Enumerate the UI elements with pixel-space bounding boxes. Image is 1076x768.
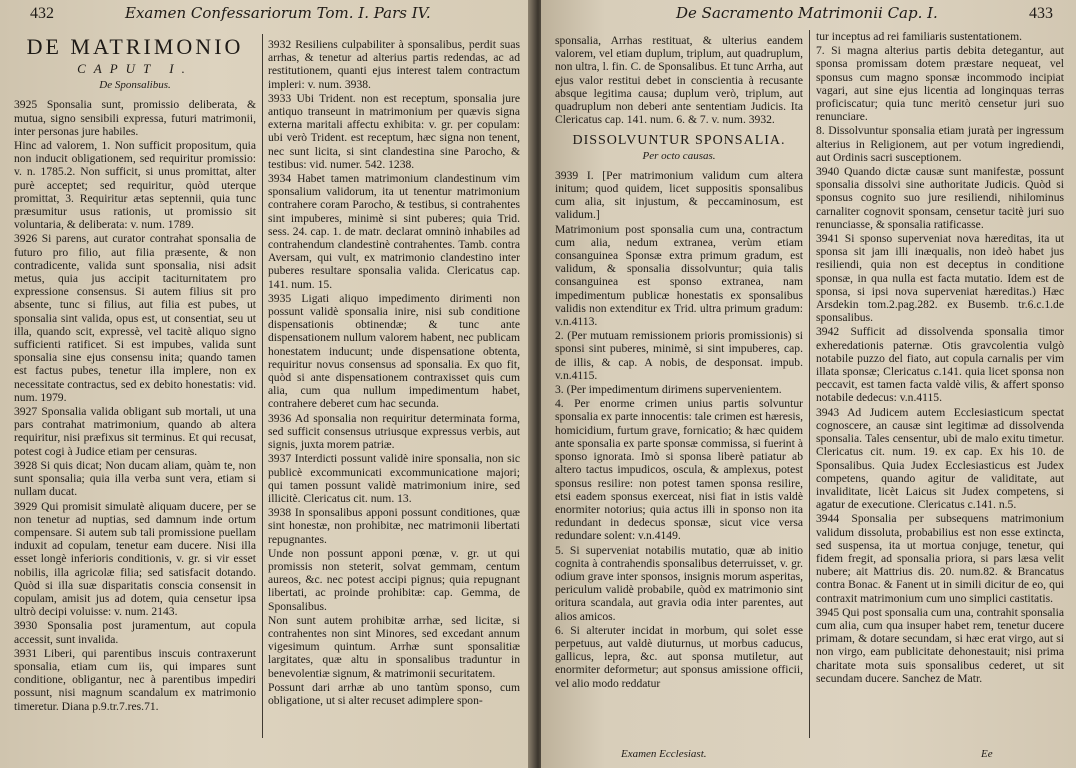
paragraph: 3. (Per impedimentum dirimens supervenientem. [555, 383, 782, 397]
paragraph: 3940 Quando dictæ causæ sunt manifestæ, possunt sponsalia dissolvi sine authoritate Judicis. Quòd si sponsus cognito suo jure resiliendi, nihilominus carnaliter cognovit sponsam, censetur tacitè juri suo renunciasse, & sponsalia ratificasse. [816, 165, 1064, 231]
paragraph: 7. Si magna alterius partis debita detegantur, aut sponsa promissam dotem præstare nequeat, vel sponsus cum magno sponsæ incommodo incipiat vagari, aut sine ejus licentia ad longinquas terras proficiscatur; quia tunc meritò censetur juri suo renunciare. [816, 44, 1064, 124]
paragraph: Hinc ad valorem, 1. Non sufficit propositum, quia non inducit obligationem, sed requiritur promissio: v. n. 1785.2. Non sufficit, si unus promittat, alter purè acceptet; sed requiritur, quòd uterque promittat, 3. Requiritur ætas septennii, quia tunc præsumitur usus rationis, ut promissio sit voluntaria, & deliberata: v. num. 1789. [14, 139, 256, 232]
paragraph: 3925 Sponsalia sunt, promissio deliberata, & mutua, signo sensibili expressa, futuri matrimonii, inter personas jure habiles. [14, 98, 256, 138]
column-rule [262, 34, 263, 738]
right-page-number: 433 [1029, 5, 1053, 22]
left-page-number: 432 [30, 5, 54, 22]
paragraph: 3934 Habet tamen matrimonium clandestinum vim sponsalium validorum, ita ut tenentur matrimonium contrahere coram Parocho, & testibus, si contrahentes sint impuberes, minimè si sint puberes; quia Trid. sess. 24. cap. 1. de matr. declarat omninò inhabiles ad contrahendum clandestinè contrahentes. Tamb. contra Aversam, qui vult, ex matrimonio clandestino inter puberes resultare sponsalia valida. Clericatus cap. 141. num. 15. [268, 172, 520, 291]
paragraph: sponsalia, Arrhas restituat, & ulterius eandem valorem, vel etiam duplum, triplum, aut quadruplum, non ultra, l. fin. C. de Sponsalibus. Et tunc Arrha, aut ejus valor restitui debet in conscientia à recusante absque legitima causa; duplum verò, triplum, aut quadruplum non deberi ante sententiam Judicis. Ita Clericatus cap. 141. num. 6. & 7. v. num. 3932. [555, 34, 803, 127]
paragraph: 3930 Sponsalia post juramentum, aut copula accessit, sunt invalida. [14, 619, 256, 646]
paragraph: Possunt dari arrhæ ab uno tantùm sponso, cum obligatione, ut si alter recuset adimplere spon- [268, 680, 520, 707]
paragraph: 5. Si superveniat notabilis mutatio, quæ ab initio cognita à contrahendis sponsalibus deterruisset, v. gr. odium grave inter sponsos, insignis morum asperitas, periculum validè probabile, quòd ex matrimonio sint oritura scandala, aut gravia odia inter parentes, aut alios amicos. [555, 543, 803, 623]
paragraph: Unde non possunt apponi pœnæ, v. gr. ut qui promissis non steterit, solvat gemmam, centum aureos, &c. nec potest accipi pignus; quia repugnant libertati, ac proinde prohibitæ: cap. Gemma, de Sponsalibus. [268, 546, 520, 613]
paragraph: 3943 Ad Judicem autem Ecclesiasticum spectat cognoscere, an causæ sint legitimæ ad dissolvenda sponsalia. Tales censentur, ubi de malo exitu timetur. Clericatus cit. num. 19. ex cap. Ex his 10. de Sponsalibus. Quia Judex Ecclesiasticus est Judex competens, quando agitur de validitate, aut invaliditate, licèt Laicus sit Judex competens, si agatur de executione. Clericatus c.141. n.5. [816, 405, 1064, 512]
right-col2-paragraphs [816, 30, 1064, 685]
column-rule-right [809, 30, 810, 738]
left-col1-paragraphs [14, 98, 256, 712]
paragraph: 3939 I. [Per matrimonium validum cum altera initum; quod quidem, licet suppositis sponsalibus cum alia, sit injustum, & peccaminosum, est validum.] [555, 168, 803, 222]
paragraph: 8. Dissolvuntur sponsalia etiam juratà per ingressum alterius in Religionem, aut per votum ingrediendi, aut Ordinis sacri susceptionem. [816, 124, 1064, 164]
paragraph: Non sunt autem prohibitæ arrhæ, sed licitæ, si contrahentes non sint Minores, sed excedant annum vigesimum quintum. Arrhæ sunt sponsalitiæ largitates, quæ altu in sponsalibus traduntur in benevolentiæ signum, & matrimonii securitatem. [268, 613, 520, 680]
paragraph: 3936 Ad sponsalia non requiritur determinata forma, sed sufficit consensus utriusque expressus verbis, aut signis, juxta morem patriæ. [268, 411, 520, 452]
paragraph: 3938 In sponsalibus apponi possunt conditiones, quæ sint honestæ, non prohibitæ, nec matrimonii libertati repugnantes. [268, 506, 520, 546]
left-running-head: Examen Confessariorum Tom. I. Pars IV. [125, 4, 431, 22]
paragraph: 3928 Si quis dicat; Non ducam aliam, quàm te, non sunt sponsalia; quia illa verba sunt vera, etiam si nullam ducat. [14, 458, 256, 499]
paragraph: 3932 Resiliens culpabiliter à sponsalibus, perdit suas arrhas, & tenetur ad alterius partis redendas, ac ad restitutionem, quanti ejus interest talem contractum impleri: v. num. 3938. [268, 38, 520, 91]
right-column-2 [816, 30, 1064, 746]
paragraph: tur inceptus ad rei familiaris sustentationem. [816, 30, 1023, 43]
catchword: Ee [981, 748, 993, 760]
left-col2-paragraphs [268, 38, 520, 707]
section-subtitle: Per octo causas. [642, 149, 716, 162]
right-col1-paragraphs [555, 169, 803, 690]
left-column-1 [14, 30, 256, 756]
right-column-1 [555, 34, 803, 732]
chapter-number: CAPUT I. [77, 61, 193, 76]
paragraph: 3926 Si parens, aut curator contrahat sponsalia de futuro pro filio, aut filia præsente, & non contradicente, valida sunt sponsalia, nisi adsit metus, quia jus accipit taciturnitatem pro expressione consensus. Si autem filius sit pro absente, tunc si filius, aut filia est pubes, ut sponsalia sint valida, opus est, ut consentiat, seu ut illa, quando scit, expressè, vel tacitè aliquo signo sufficienti ratificet. Si est impubes, valida sunt sponsalia sine ejus consensu inita; quando tamen est factus pubes, tenetur illa implere, non ex necessitate contractus, sed ex debito honestatis: vid. num. 1979. [14, 232, 256, 404]
paragraph: 3942 Sufficit ad dissolvenda sponsalia timor exheredationis paternæ. Otis gravcolentia vulgò notabile puzzo del fiato, aut copula carnalis per vim illata sponsæ; Clericatus c.141. quia licet sponsa non peccavit, est tamen facta valdè vilis, & affert sponso notabile dedecus: v.n.4115. [816, 325, 1064, 405]
paragraph: 6. Si alteruter incidat in morbum, qui solet esse perpetuus, aut valdè diuturnus, ut morbus caducus, gallicus, lepra, &c. aut sponsa mutiletur, aut enormiter deformetur; aut sponsus amissione officii, vel alio modo reddatur [555, 623, 803, 690]
paragraph: 3935 Ligati aliquo impedimento dirimenti non possunt validè sponsalia inire, nisi sub conditione dispensationis obtinendæ; & tunc ante dispensationem nullum valorem habent, nec publicam honestatem inducunt; unde dispensatione obtenta, requiritur novus consensus ad sponsalia. Ex quo fit, quòd si ante dispensationem contraxisset quis cum alia, cum qua nullum impedimentum habet, contrahere deberet cum hac secunda. [268, 291, 520, 411]
paragraph: 3933 Ubi Trident. non est receptum, sponsalia jure antiquo transeunt in matrimonium per quævis signa externa maritali affectu exhibita: v. gr. per copulam: ubi verò Trident. est receptum, hæc signa non tenent, nec sunt licita, si sint clandestina sine Parocho, & testibus: vid. numer. 542. 1238. [268, 91, 520, 171]
paragraph: 3941 Si sponso superveniat nova hæreditas, ita ut sponsa sit jam illi inæqualis, non ideò habet jus resiliendi, quia non est deceptus in conditione sponsæ, in qua nulla est facta mutatio. Idem est de sponsa, si ipsi nova superveniat hæreditas.) Hæc Arsdekin tom.2.pag.282. ex Busemb. tr.6.c.1.de sponsalibus. [816, 232, 1064, 325]
paragraph: 3929 Qui promisit simulatè aliquam ducere, per se non tenetur ad nuptias, sed damnum inde ortum compensare. Si autem sub tali promissione puellam induxit ad copulam, tenetur eam ducere. Nisi illa esset longè inferioris conditionis, v. gr. si vir esset nobilis, illa agricolæ filia; sed satisfacit dotando. Quòd si illa suæ disparitatis conscia consensit in copulam, amisit jus ad dotem, quia censetur ipsa ultrò decipi voluisse: v. num. 2143. [14, 499, 256, 619]
paragraph: 4. Per enorme crimen unius partis solvuntur sponsalia ex parte innocentis: tale crimen est hæresis, homicidium, furtum grave, fornicatio; & hæc quidem ante sponsalia ex parte sponsæ commissa, si fuerint à sponso ignorata. Imò si sponsa liberè patiatur ab altero tactus impudicos, oscula, & amplexus, potest sponsus resilire: non potest tamen sponsa resilire, etsi eadem sponsus exerceat, nisi fiat in istis valdè enormiter notorius; quia actus illi in sponso non ita redundant in dedecus sponsæ, sicut vice versa redundare solent: v.n.4149. [555, 397, 803, 543]
right-running-head: De Sacramento Matrimonii Cap. I. [676, 4, 938, 22]
left-page [0, 0, 535, 768]
chapter-subtitle: De Sponsalibus. [99, 79, 171, 92]
paragraph: 3927 Sponsalia valida obligant sub mortali, ut una pars contrahat matrimonium, quando ab altera requiritur, nisi præfixus sit terminus. Et qui recusat, potest cogi à Judice etiam per censuras. [14, 405, 256, 458]
paragraph: 3931 Liberi, qui parentibus inscuis contraxerunt sponsalia, etiam cum iis, qui impares sunt conditione, obligantur, nec à parentibus impediri possunt, nisi magnum scandalum ex matrimonio timeretur. Diana p.9.tr.7.res.71. [14, 646, 256, 713]
paragraph: Matrimonium post sponsalia cum una, contractum cum alia, nedum extranea, verùm etiam consanguinea Sponsæ extra primum gradum, est validum, & sponsalia dissolvuntur; quia talis consanguinea est sponso extranea, nam impedimentum publicæ honestatis ex sponsalibus validis non extenditur ex Trid. ultra primum gradum: v.n.4113. [555, 222, 803, 329]
paragraph: 3944 Sponsalia per subsequens matrimonium validum dissoluta, probabilius est non esse extincta, sed suspensa, ita ut mortua conjuge, tenetur, qui fidem fregit, ad sponsalia priora, si pars læsa velit nubere; ait Mattrius dis. 20. num.82. & Brancatus contra Bonac. & Fanent ut in simili dicitur de eo, qui contraxit matrimonium cum uno simplici castitatis. [816, 512, 1064, 605]
paragraph: 2. (Per mutuam remissionem prioris promissionis) si sponsi sint puberes, minimè, si sint impuberes, cap. de illis, & cap. A nobis, de desponsat. impub. v.n.4115. [555, 329, 803, 382]
footer-signature: Examen Ecclesiast. [621, 748, 707, 760]
paragraph: 3945 Qui post sponsalia cum una, contrahit sponsalia cum alia, cum qua insuper habet rem, tenetur ducere primam, & dotare secundam, si hæc erat virgo, aut si non virgo, eam publicitate dehonestauit; nisi prima charitate mota suis sponsalibus cederet, ut sit secundam ducere. Sanchez de Matr. [816, 605, 1064, 685]
paragraph: 3937 Interdicti possunt validè inire sponsalia, non sic publicè excommunicati excommunicatione majori; qui tamen possunt validè matrimonium inire, sed illicitè. Clericatus cit. num. 13. [268, 452, 520, 505]
section-title: DISSOLVUNTUR SPONSALIA. [572, 133, 786, 149]
right-col1-top [555, 34, 803, 126]
chapter-title: DE MATRIMONIO [26, 34, 244, 59]
right-page [541, 0, 1076, 768]
left-column-2 [268, 38, 520, 762]
